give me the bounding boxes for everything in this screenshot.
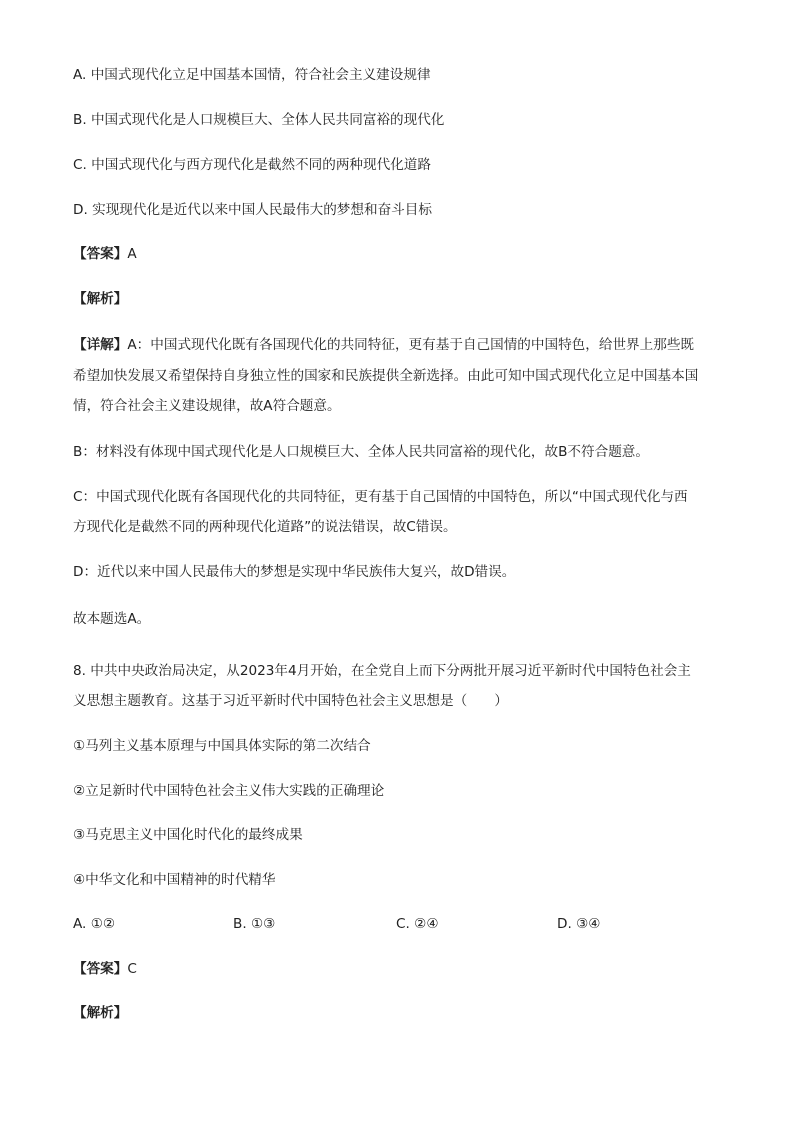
q7-explanation-c-line2: 方现代化是截然不同的两种现代化道路”的说法错误，故C错误。: [73, 519, 457, 535]
q8-analysis-label: 【解析】: [73, 1005, 128, 1021]
q7-option-b: B. 中国式现代化是人口规模巨大、全体人民共同富裕的现代化: [73, 112, 445, 128]
q7-option-a: A. 中国式现代化立足中国基本国情，符合社会主义建设规律: [73, 67, 431, 83]
answer-value: A: [127, 246, 137, 262]
q8-statement-4: ④中华文化和中国精神的时代精华: [73, 872, 276, 888]
q8-choice-a: A. ①②: [73, 916, 116, 932]
q8-answer: [73, 960, 137, 978]
detail-label: 【详解】: [73, 337, 128, 353]
q7-explanation-d: D：近代以来中国人民最伟大的梦想是实现中华民族伟大复兴，故D错误。: [73, 564, 516, 580]
q7-detail-line1: [73, 336, 694, 354]
q7-analysis-label: 【解析】: [73, 291, 128, 307]
q8-statement-2: ②立足新时代中国特色社会主义伟大实践的正确理论: [73, 783, 385, 799]
detail-text-1: A：中国式现代化既有各国现代化的共同特征，更有基于自己国情的中国特色，给世界上那些既: [127, 337, 695, 353]
q7-conclusion: 故本题选A。: [73, 611, 151, 627]
answer-value: C: [127, 961, 137, 977]
q8-statement-1: ①马列主义基本原理与中国具体实际的第二次结合: [73, 738, 371, 754]
q8-stem-line1: 8. 中共中央政治局决定，从2023年4月开始，在全党自上而下分两批开展习近平新时代中国特色社会主: [73, 663, 691, 679]
q7-detail-line3: 情，符合社会主义建设规律，故A符合题意。: [73, 398, 341, 414]
q7-answer: [73, 245, 137, 263]
q7-option-d: D. 实现现代化是近代以来中国人民最伟大的梦想和奋斗目标: [73, 202, 432, 218]
q7-detail-line2: 希望加快发展又希望保持自身独立性的国家和民族提供全新选择。由此可知中国式现代化立足中国基本国: [73, 368, 699, 384]
q7-explanation-c-line1: C：中国式现代化既有各国现代化的共同特征，更有基于自己国情的中国特色，所以“中国式现代化与西: [73, 489, 688, 505]
q7-explanation-b: B：材料没有体现中国式现代化是人口规模巨大、全体人民共同富裕的现代化，故B不符合题意。: [73, 444, 649, 460]
q8-statement-3: ③马克思主义中国化时代化的最终成果: [73, 827, 303, 843]
q7-option-c: C. 中国式现代化与西方现代化是截然不同的两种现代化道路: [73, 157, 431, 173]
q8-choice-c: C. ②④: [396, 916, 439, 932]
answer-label: 【答案】: [73, 246, 128, 262]
q8-stem-line2: 义思想主题教育。这基于习近平新时代中国特色社会主义思想是（ ）: [73, 693, 508, 709]
q8-choice-b: B. ①③: [233, 916, 276, 932]
q8-choice-d: D. ③④: [557, 916, 601, 932]
answer-label: 【答案】: [73, 961, 128, 977]
